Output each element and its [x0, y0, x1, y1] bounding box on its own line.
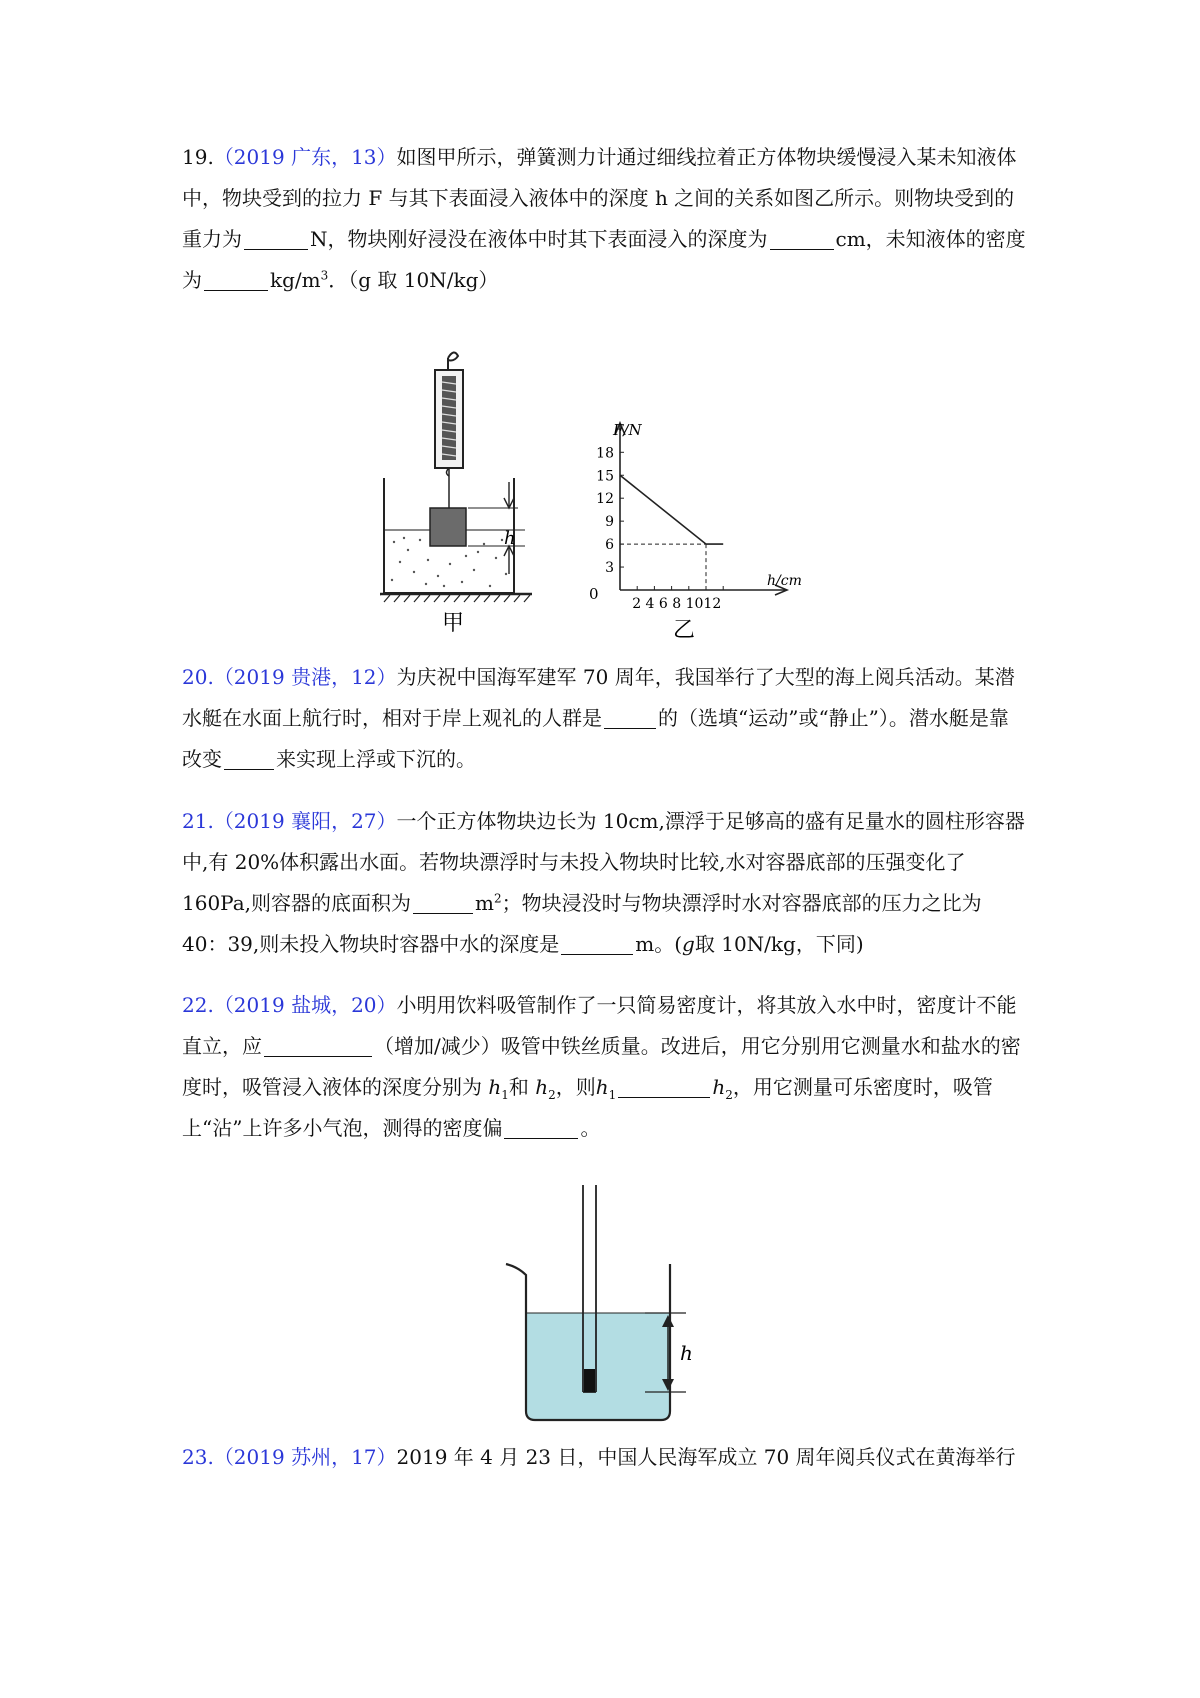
answer-blank[interactable]: [770, 225, 834, 250]
question-20: 20.（2019 贵港，12）为庆祝中国海军建军 70 周年，我国举行了大型的海上阅兵活动。某潜水艇在水面上航行时，相对于岸上观礼的人群是 的（选填“运动”或“静止”）。潜水艇是靠改变 来实现上浮或下沉的。: [182, 665, 1015, 771]
chart-axes: [596, 423, 787, 612]
answer-blank[interactable]: [561, 930, 633, 955]
y-tick-label: 9: [605, 514, 614, 531]
question-number: 21.: [182, 809, 214, 833]
question-number: 22.: [182, 993, 214, 1017]
question-number: 19.: [182, 145, 214, 169]
cube-block: [430, 508, 466, 546]
question-19: 19.（2019 广东，13）如图甲所示，弹簧测力计通过细线拉着正方体物块缓慢浸入某未知液体中，物块受到的拉力 F 与其下表面浸入液体中的深度 h 之间的关系如图乙所示。则物块受到的重力为 N，物块刚好浸没在液体中时其下表面浸入的深度为 cm，未知液体的密度为 $kg/m^3$．（g 取 10N/kg）: [182, 145, 1026, 292]
figure-caption: 乙: [673, 618, 696, 640]
answer-blank[interactable]: [413, 889, 473, 914]
question-number: 23.: [182, 1445, 214, 1469]
water: [526, 1313, 670, 1420]
question-source: （2019 盐城，20）: [213, 993, 397, 1017]
y-axis-label: F/N: [613, 421, 642, 439]
origin-label: 0: [589, 585, 599, 603]
answer-blank[interactable]: [224, 745, 274, 770]
question-21: 21.（2019 襄阳，27）一个正方体物块边长为 10cm,漂浮于足够高的盛有足量水的圆柱形容器中,有 20%体积露出水面。若物块漂浮时与未投入物块时比较,水对容器底部的压强变化了 160Pa,则容器的底面积为 $m^2$；物块浸没时与物块漂浮时水对容器底部的压力之比为 40：39,则未投入物块时容器中水的深度是 m。(g取 10N/kg，下同): [182, 809, 1025, 956]
series-line: [620, 475, 723, 544]
question-source: （2019 贵港，12）: [213, 665, 397, 689]
h-label: h: [680, 1341, 693, 1365]
x-axis-label: h/cm: [767, 573, 802, 589]
question-source: （2019 广东，13）: [213, 145, 397, 169]
iron-wire: [584, 1369, 595, 1392]
answer-blank[interactable]: [618, 1073, 710, 1098]
answer-blank[interactable]: [244, 225, 308, 250]
y-tick-label: 12: [596, 491, 614, 508]
x-tick-labels: 2 4 6 8 1012: [632, 596, 722, 612]
spring-scale-figure: [380, 348, 555, 638]
answer-blank[interactable]: [204, 266, 268, 291]
y-tick-label: 15: [596, 468, 614, 485]
answer-blank[interactable]: [504, 1114, 578, 1139]
hook-icon: [448, 352, 458, 360]
question-source: （2019 苏州，17）: [213, 1445, 397, 1469]
y-tick-label: 18: [596, 445, 614, 462]
answer-blank[interactable]: [604, 704, 656, 729]
question-22: 22.（2019 盐城，20）小明用饮料吸管制作了一只简易密度计，将其放入水中时，密度计不能直立，应 （增加/减少）吸管中铁丝质量。改进后，用它分别用它测量水和盐水的密度时，吸管浸入液体的深度分别为 $h_1$和 $h_2$，则$h_1$ $h_2$，用它测量可乐密度时，吸管上“沾”上许多小气泡，测得的密度偏 。: [182, 993, 1021, 1140]
question-23: 23.（2019 苏州，17）2019 年 4 月 23 日，中国人民海军成立 70 周年阅兵仪式在黄海举行: [182, 1445, 1016, 1469]
figure-caption: 甲: [442, 611, 465, 636]
beaker-figure: [500, 1185, 730, 1430]
y-tick-label: 6: [605, 537, 614, 554]
chart-marks: [620, 475, 723, 590]
question-source: （2019 襄阳，27）: [213, 809, 397, 833]
force-depth-chart: [585, 415, 820, 640]
answer-blank[interactable]: [264, 1032, 372, 1057]
y-tick-label: 3: [605, 560, 614, 577]
h-label: h: [504, 528, 516, 549]
question-number: 20.: [182, 665, 214, 689]
